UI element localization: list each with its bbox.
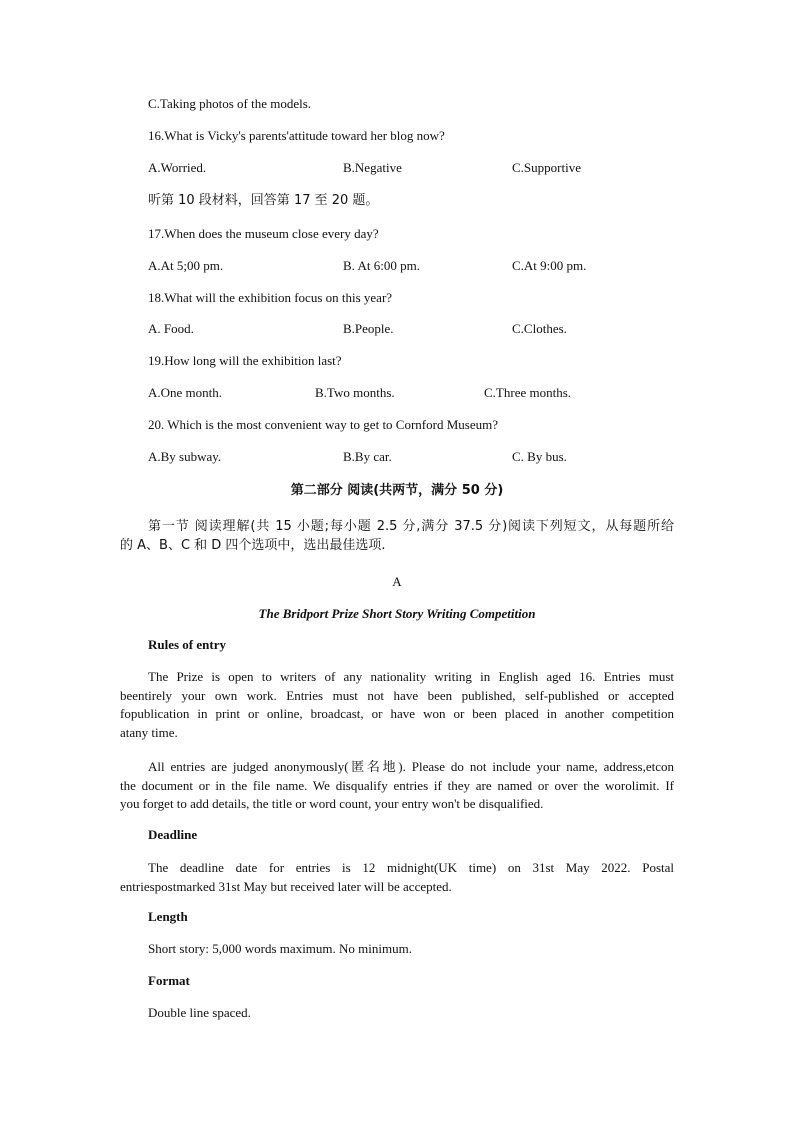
q18-option-a: A. Food. xyxy=(148,321,194,336)
rules-p2-line-3: you forget to add details, the title or word count, your entry won't be disqualified. xyxy=(120,796,544,811)
length-text: Short story: 5,000 words maximum. No minimum. xyxy=(148,941,412,956)
reading-instruction xyxy=(120,518,674,555)
deadline-line-2: entriespostmarked 31st May but received later will be accepted. xyxy=(120,878,452,894)
part-two-title: 第二部分 阅读(共两节，满分 50 分) xyxy=(290,483,504,498)
q16-question: 16.What is Vicky's parents'attitude toward her blog now? xyxy=(148,128,445,143)
q16-option-c: C.Supportive xyxy=(512,160,581,175)
listening-instruction: 听第 10 段材料，回答第 17 至 20 题。 xyxy=(148,193,379,208)
length-heading: Length xyxy=(148,909,188,924)
q19-option-b: B.Two months. xyxy=(315,385,395,400)
q20-option-a: A.By subway. xyxy=(148,449,222,464)
rules-p2-line-2: the document or in the file name. We disqualify entries if they are named or over the worolimit. If xyxy=(120,777,674,793)
passage-letter: A xyxy=(392,574,402,589)
rules-p2-line-1: All entries are judged anonymously(匿名地). Please do not include your name, address,etcon xyxy=(148,759,674,774)
deadline-heading: Deadline xyxy=(148,827,198,842)
rules-p1-line-4: atany time. xyxy=(120,724,178,740)
rules-paragraph-2 xyxy=(120,758,674,814)
q16-option-a: A.Worried. xyxy=(148,160,207,175)
rules-heading: Rules of entry xyxy=(148,637,226,652)
q18-question: 18.What will the exhibition focus on this year? xyxy=(148,290,393,305)
format-heading: Format xyxy=(148,973,190,988)
q17-option-b: B. At 6:00 pm. xyxy=(343,258,420,273)
q16-option-b: B.Negative xyxy=(343,160,402,175)
reading-instruction-line-2: 的 A、B、C 和 D 四个选项中，选出最佳选项. xyxy=(120,537,386,553)
q19-option-a: A.One month. xyxy=(148,385,223,400)
q15-option-c: C.Taking photos of the models. xyxy=(148,96,312,111)
q20-option-c: C. By bus. xyxy=(512,449,567,464)
rules-p1-line-3: fopublication in print or online, broadcast, or have won or been placed in another competition xyxy=(120,706,674,721)
rules-p1-line-1: The Prize is open to writers of any nationality writing in English aged 16. Entries must xyxy=(148,669,674,684)
format-text: Double line spaced. xyxy=(148,1005,251,1020)
q18-option-c: C.Clothes. xyxy=(512,321,567,336)
q20-question: 20. Which is the most convenient way to get to Cornford Museum? xyxy=(148,417,498,432)
reading-instruction-line-1: 第一节 阅读理解(共 15 小题;每小题 2.5 分,满分 37.5 分)阅读下列短文，从每题所给 xyxy=(148,519,674,534)
q17-option-a: A.At 5;00 pm. xyxy=(148,258,224,273)
q19-option-c: C.Three months. xyxy=(484,385,572,400)
deadline-line-1: The deadline date for entries is 12 midnight(UK time) on 31st May 2022. Postal xyxy=(148,860,674,875)
deadline-paragraph xyxy=(120,859,674,896)
q17-option-c: C.At 9:00 pm. xyxy=(512,258,587,273)
rules-paragraph-1 xyxy=(120,668,674,742)
rules-p1-line-2: beentirely your own work. Entries must not have been published, self-published or accepted xyxy=(120,687,674,703)
q20-option-b: B.By car. xyxy=(343,449,392,464)
passage-title: The Bridport Prize Short Story Writing Competition xyxy=(258,606,536,621)
q17-question: 17.When does the museum close every day? xyxy=(148,226,379,241)
q18-option-b: B.People. xyxy=(343,321,394,336)
q19-question: 19.How long will the exhibition last? xyxy=(148,353,342,368)
